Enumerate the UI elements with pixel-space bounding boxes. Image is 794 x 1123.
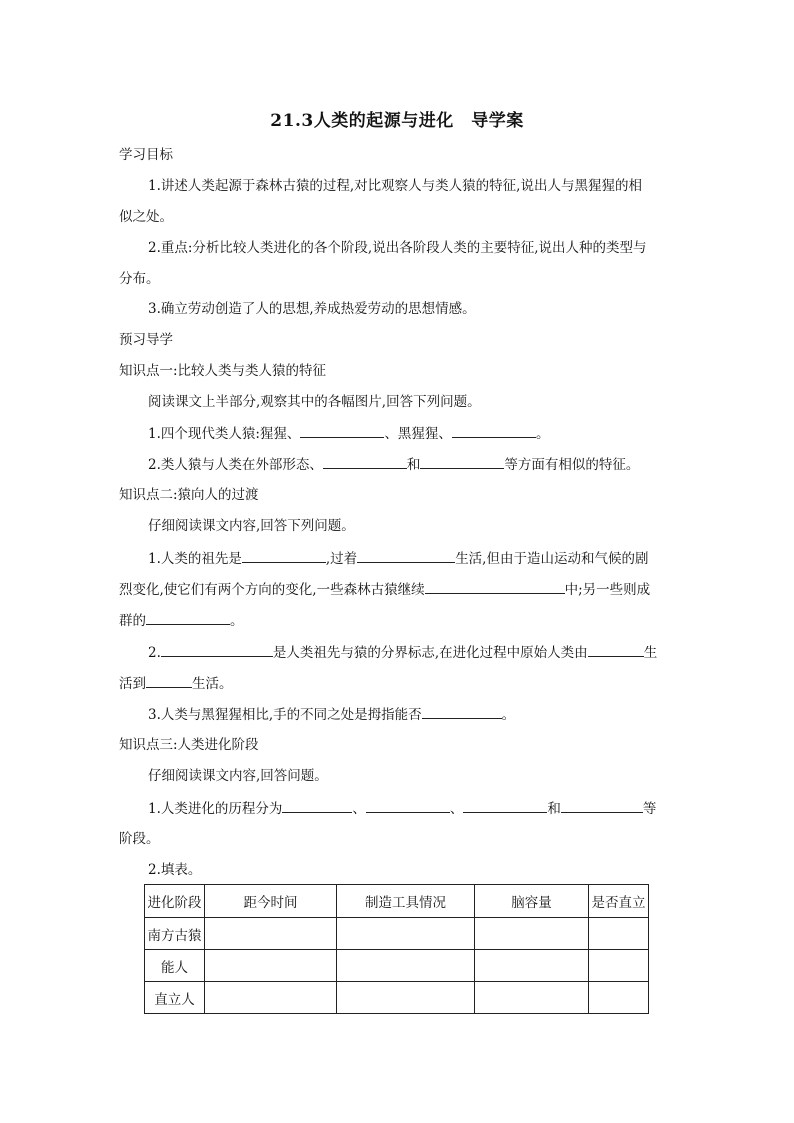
table-header-cell: 是否直立 xyxy=(589,885,649,918)
k1-q2-text-b: 和 xyxy=(406,457,421,473)
k2-q1-text-e: 中;另一些则成 xyxy=(564,582,651,598)
k2-q1-text-c: 生活,但由于造山运动和气候的剧 xyxy=(455,551,649,567)
answer-blank[interactable] xyxy=(323,454,407,469)
table-header-cell: 进化阶段 xyxy=(145,885,205,918)
k2-q1-text-a: 1.人类的祖先是 xyxy=(148,551,242,567)
table-answer-cell[interactable] xyxy=(205,982,337,1014)
k2-question-1-line-2 xyxy=(119,579,650,600)
table-row-label: 能人 xyxy=(145,950,205,982)
k1-q1-text-a: 1.四个现代类人猿:猩猩、 xyxy=(148,426,301,442)
evolution-stages-table xyxy=(144,884,649,1014)
knowledge-point-2-intro: 仔细阅读课文内容,回答下列问题。 xyxy=(148,518,355,534)
table-answer-cell[interactable] xyxy=(589,918,649,950)
table-row-label: 南方古猿 xyxy=(145,918,205,950)
page-title: 21.3人类的起源与进化 导学案 xyxy=(270,111,524,131)
table-row xyxy=(145,918,649,950)
table-row xyxy=(145,950,649,982)
answer-blank[interactable] xyxy=(452,423,536,438)
table-answer-cell[interactable] xyxy=(475,950,589,982)
k1-question-2 xyxy=(148,454,639,475)
table-answer-cell[interactable] xyxy=(589,982,649,1014)
k3-question-1-line-2: 阶段。 xyxy=(119,831,160,847)
k2-q1-text-d: 烈变化,使它们有两个方向的变化,一些森林古猿继续 xyxy=(119,582,425,598)
table-header-cell: 距今时间 xyxy=(205,885,337,918)
k2-q3-text-b: 。 xyxy=(501,707,516,723)
objective-2-line-1: 2.重点:分析比较人类进化的各个阶段,说出各阶段人类的主要特征,说出人种的类型与 xyxy=(148,240,647,256)
answer-blank[interactable] xyxy=(300,423,384,438)
table-answer-cell[interactable] xyxy=(337,950,475,982)
k2-q3-text-a: 3.人类与黑猩猩相比,手的不同之处是拇指能否 xyxy=(148,707,422,723)
table-answer-cell[interactable] xyxy=(589,950,649,982)
table-answer-cell[interactable] xyxy=(337,918,475,950)
answer-blank[interactable] xyxy=(561,798,643,813)
answer-blank[interactable] xyxy=(357,548,455,563)
k1-question-1 xyxy=(148,423,549,444)
table-header-cell: 制造工具情况 xyxy=(337,885,475,918)
knowledge-point-3-intro: 仔细阅读课文内容,回答问题。 xyxy=(148,768,328,784)
k2-q1-text-g: 。 xyxy=(230,613,244,629)
objective-3: 3.确立劳动创造了人的思想,养成热爱劳动的思想情感。 xyxy=(148,301,476,317)
table-answer-cell[interactable] xyxy=(337,982,475,1014)
k2-question-1-line-1 xyxy=(148,548,648,569)
answer-blank[interactable] xyxy=(146,610,230,625)
k2-q2-text-c: 生 xyxy=(643,645,658,661)
k2-q2-text-e: 生活。 xyxy=(192,676,233,692)
k1-q2-text-c: 等方面有相似的特征。 xyxy=(504,457,640,473)
table-answer-cell[interactable] xyxy=(205,950,337,982)
k3-question-1-line-1 xyxy=(148,798,656,819)
k1-q1-text-c: 。 xyxy=(535,426,550,442)
k3-q1-text-b: 、 xyxy=(352,801,366,817)
k3-q1-text-d: 和 xyxy=(547,801,561,817)
knowledge-point-1-intro: 阅读课文上半部分,观察其中的各幅图片,回答下列问题。 xyxy=(148,394,481,410)
table-answer-cell[interactable] xyxy=(475,982,589,1014)
answer-blank[interactable] xyxy=(425,579,565,594)
answer-blank[interactable] xyxy=(463,798,547,813)
preview-heading: 预习导学 xyxy=(119,332,173,348)
answer-blank[interactable] xyxy=(146,673,192,688)
k3-q1-text-e: 等 xyxy=(642,801,657,817)
k1-q2-text-a: 2.类人猿与人类在外部形态、 xyxy=(148,457,323,473)
table-row-label: 直立人 xyxy=(145,982,205,1014)
answer-blank[interactable] xyxy=(588,642,644,657)
objective-2-line-2: 分布。 xyxy=(119,271,160,287)
k2-q2-text-d: 活到 xyxy=(119,676,146,692)
k2-q1-text-b: ,过着 xyxy=(325,551,358,567)
objective-1-line-2: 似之处。 xyxy=(119,209,173,225)
answer-blank[interactable] xyxy=(161,642,273,657)
answer-blank[interactable] xyxy=(242,548,326,563)
k2-question-3 xyxy=(148,704,515,725)
objective-1-line-1: 1.讲述人类起源于森林古猿的过程,对比观察人与类人猿的特征,说出人与黑猩猩的相 xyxy=(148,178,642,194)
answer-blank[interactable] xyxy=(422,704,502,719)
table-answer-cell[interactable] xyxy=(475,918,589,950)
k2-q2-text-a: 2. xyxy=(148,645,161,661)
k3-q1-text-c: 、 xyxy=(449,801,464,817)
table-answer-cell[interactable] xyxy=(205,918,337,950)
k2-q1-text-f: 群的 xyxy=(119,613,146,629)
answer-blank[interactable] xyxy=(282,798,352,813)
k2-question-2-line-1 xyxy=(148,642,657,663)
table-header-cell: 脑容量 xyxy=(475,885,589,918)
k2-question-1-line-3 xyxy=(119,610,244,631)
knowledge-point-2-heading: 知识点二:猿向人的过渡 xyxy=(119,487,259,503)
knowledge-point-1-heading: 知识点一:比较人类与类人猿的特征 xyxy=(119,363,327,379)
objectives-heading: 学习目标 xyxy=(119,147,173,163)
table-row xyxy=(145,982,649,1014)
k3-question-2: 2.填表。 xyxy=(148,862,202,878)
k2-question-2-line-2 xyxy=(119,673,233,694)
table-header-row xyxy=(145,885,649,918)
k3-q1-text-a: 1.人类进化的历程分为 xyxy=(148,801,283,817)
answer-blank[interactable] xyxy=(420,454,504,469)
k1-q1-text-b: 、黑猩猩、 xyxy=(384,426,452,442)
k2-q2-text-b: 是人类祖先与猿的分界标志,在进化过程中原始人类由 xyxy=(272,645,588,661)
answer-blank[interactable] xyxy=(366,798,450,813)
knowledge-point-3-heading: 知识点三:人类进化阶段 xyxy=(119,737,259,753)
